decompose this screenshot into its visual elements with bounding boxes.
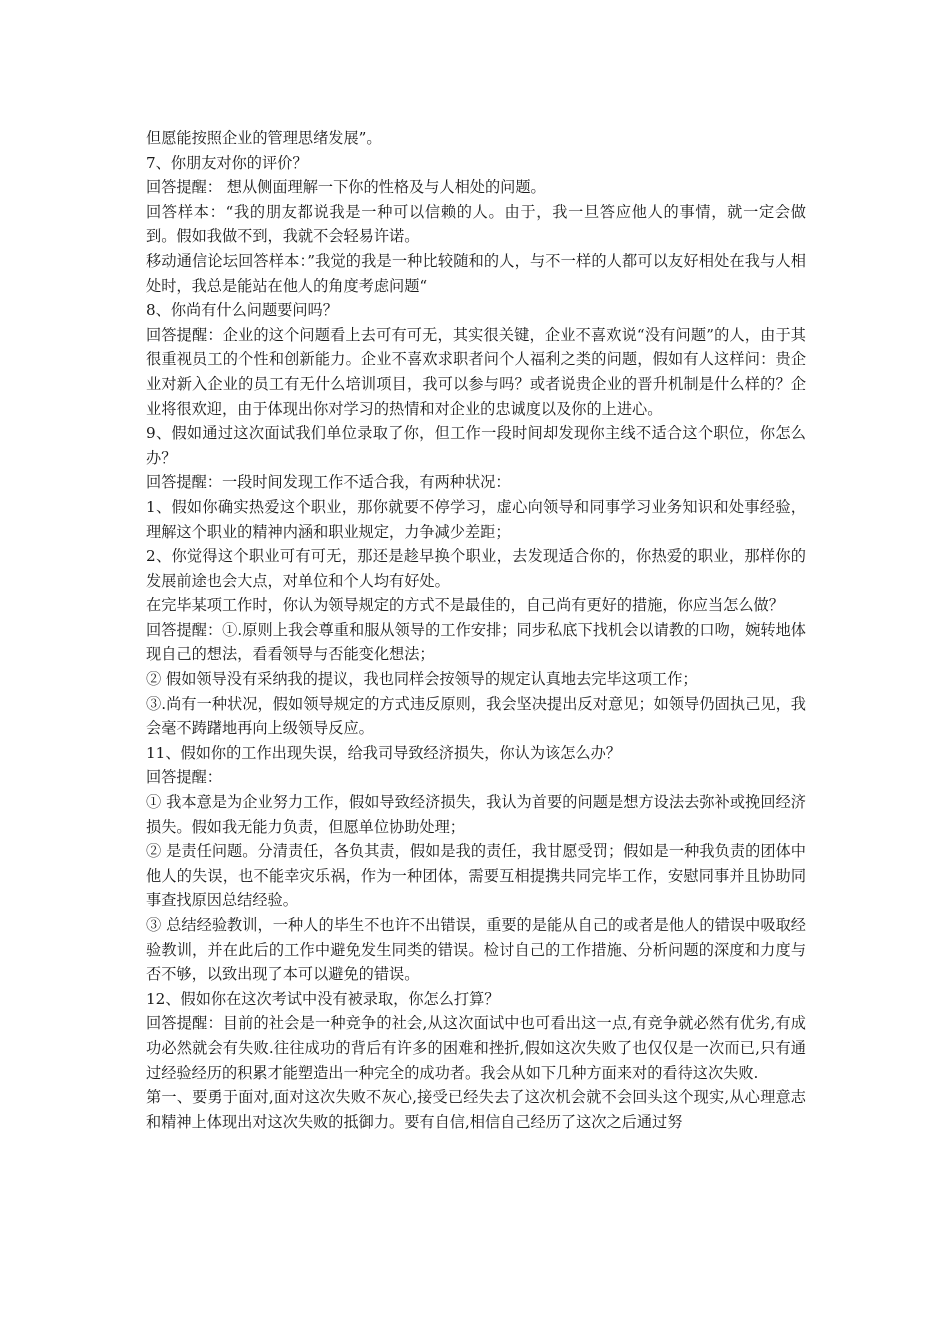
- paragraph: 回答提醒：目前的社会是一种竞争的社会,从这次面试中也可看出这一点,有竞争就必然有优劣,有成功必然就会有失败.往往成功的背后有许多的困难和挫折,假如这次失败了也仅仅是一次而已,只有通过经验经历的积累才能塑造出一种完全的成功者。我会从如下几种方面来对的看待这次失败.: [146, 1014, 806, 1082]
- paragraph: 回答提醒：企业的这个问题看上去可有可无，其实很关键，企业不喜欢说“没有问题”的人，由于其很重视员工的个性和创新能力。企业不喜欢求职者问个人福利之类的问题，假如有人这样问：贵企业对新入企业的员工有无什么培训项目，我可以参与吗？或者说贵企业的晋升机制是什么样的？企业将很欢迎，由于体现出你对学习的热情和对企业的忠诚度以及你的上进心。: [146, 325, 806, 418]
- list-item: ③.尚有一种状况，假如领导规定的方式违反原则，我会坚决提出反对意见；如领导仍固执己见，我会毫不踌躇地再向上级领导反应。: [146, 694, 806, 738]
- paragraph: 回答提醒：①.原则上我会尊重和服从领导的工作安排；同步私底下找机会以请教的口吻，婉转地体现自己的想法，看看领导与否能变化想法；: [146, 620, 806, 664]
- question-heading: 7、你朋友对你的评价？: [146, 153, 308, 172]
- paragraph: 回答样本：“我的朋友都说我是一种可以信赖的人。由于，我一旦答应他人的事情，就一定会做到。假如我做不到，我就不会轻易许诺。: [146, 202, 806, 246]
- list-item: ② 是责任问题。分清责任，各负其责，假如是我的责任，我甘愿受罚；假如是一种我负责的团体中他人的失误，也不能幸灾乐祸，作为一种团体，需要互相提携共同完毕工作，安慰同事并且协助同事查找原因总结经验。: [146, 842, 806, 910]
- question-heading: 9、假如通过这次面试我们单位录取了你，但工作一段时间却发现你主线不适合这个职位，你怎么办？: [146, 424, 806, 467]
- list-item: ② 假如领导没有采纳我的提议，我也同样会按领导的规定认真地去完毕这项工作；: [146, 670, 698, 689]
- paragraph: 移动通信论坛回答样本：”我觉的我是一种比较随和的人，与不一样的人都可以友好相处在我与人相处时，我总是能站在他人的角度考虑问题“: [146, 251, 806, 295]
- paragraph: 回答提醒： 想从侧面理解一下你的性格及与人相处的问题。: [146, 178, 546, 197]
- list-item: ③ 总结经验教训，一种人的毕生不也许不出错误，重要的是能从自己的或者是他人的错误中吸取经验教训，并在此后的工作中避免发生同类的错误。检讨自己的工作措施、分析问题的深度和力度与否不够，以致出现了本可以避免的错误。: [146, 916, 806, 984]
- list-item: ① 我本意是为企业努力工作，假如导致经济损失，我认为首要的问题是想方设法去弥补或挽回经济损失。假如我无能力负责，但愿单位协助处理；: [146, 793, 806, 836]
- paragraph: 第一、要勇于面对,面对这次失败不灰心,接受已经失去了这次机会就不会回头这个现实,从心理意志和精神上体现出对这次失败的抵御力。要有自信,相信自己经历了这次之后通过努: [146, 1088, 806, 1131]
- list-item: 1、假如你确实热爱这个职业，那你就要不停学习，虚心向领导和同事学习业务知识和处事经验，理解这个职业的精神内涵和职业规定，力争减少差距；: [146, 497, 806, 541]
- paragraph: 回答提醒：一段时间发现工作不适合我，有两种状况：: [146, 473, 511, 492]
- question-heading: 12、假如你在这次考试中没有被录取，你怎么打算？: [146, 989, 500, 1008]
- paragraph: 但愿能按照企业的管理思绪发展”。: [146, 129, 382, 147]
- question-heading: 在完毕某项工作时，你认为领导规定的方式不是最佳的，自己尚有更好的措施，你应当怎么做？: [146, 596, 784, 615]
- paragraph: 回答提醒：: [146, 768, 222, 787]
- document-body: [146, 126, 806, 1134]
- list-item: 2、你觉得这个职业可有可无，那还是趁早换个职业，去发现适合你的，你热爱的职业，那样你的发展前途也会大点，对单位和个人均有好处。: [146, 547, 806, 590]
- question-heading: 11、假如你的工作出现失误，给我司导致经济损失，你认为该怎么办？: [146, 743, 621, 762]
- question-heading: 8、你尚有什么问题要问吗？: [146, 301, 338, 320]
